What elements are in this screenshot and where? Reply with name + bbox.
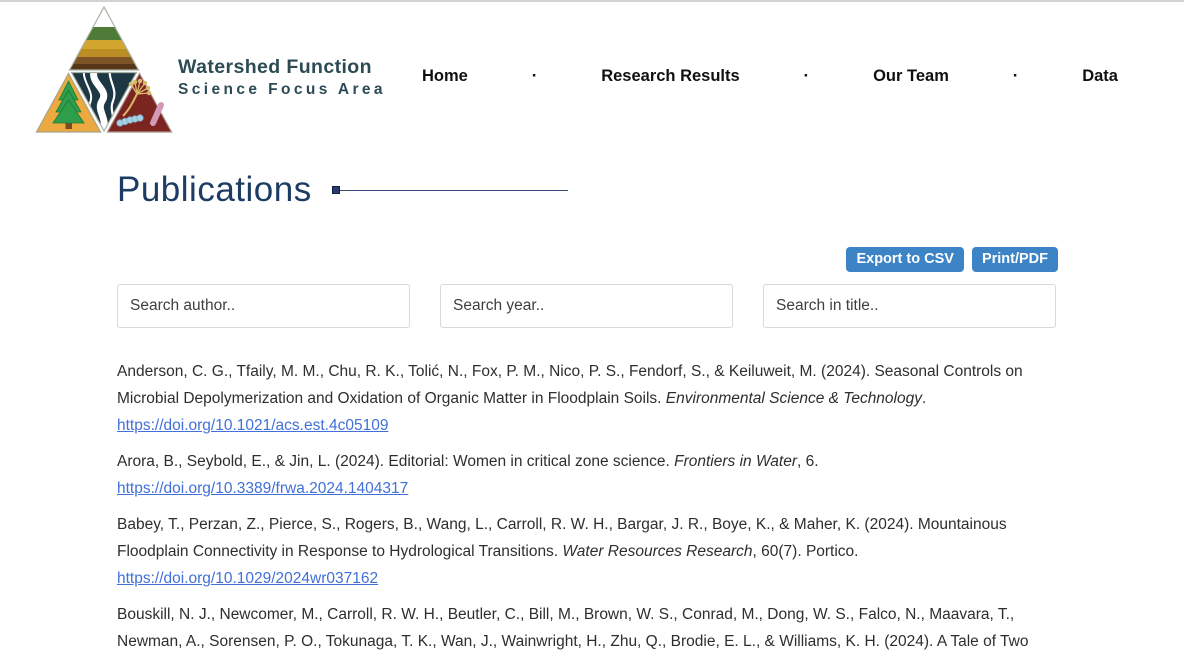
citation-after: , 6. xyxy=(797,453,819,470)
main-content xyxy=(117,2,1063,664)
citation-text xyxy=(117,516,1007,560)
export-csv-button[interactable]: Export to CSV xyxy=(846,247,963,272)
journal-name: Water Resources Research xyxy=(562,543,753,560)
doi-link[interactable]: https://doi.org/10.1021/acs.est.4c05109 xyxy=(117,417,389,434)
citation-before: Bouskill, N. J., Newcomer, M., Carroll, R. W. H., Beutler, C., Bill, M., Brown, W. S., Conrad, M., Dong, W. S., Falco, N., Maavara, T., Newman, A., Sorensen, P. O., Tokunaga, T. K., Wan, J., Wainwright, H., Zhu, Q., Brodie, E. L., & Williams, K. H. (2024). A Tale of Two xyxy=(117,606,1029,650)
search-author-input[interactable] xyxy=(117,284,410,328)
search-year-input[interactable] xyxy=(440,284,733,328)
nav-item-our-team[interactable]: Our Team xyxy=(873,66,949,85)
citation-text xyxy=(117,453,819,470)
nav-separator-dot: · xyxy=(531,66,538,85)
nav-item-home[interactable]: Home xyxy=(422,66,468,85)
publication-entry xyxy=(117,601,1063,655)
brand-title-line1: Watershed Function xyxy=(178,56,372,78)
print-pdf-button[interactable]: Print/PDF xyxy=(972,247,1058,272)
citation-text xyxy=(117,363,1023,407)
page-title-row xyxy=(117,170,1063,210)
nav-item-data[interactable]: Data xyxy=(1082,66,1118,85)
citation-after: , 60(7). Portico. xyxy=(752,543,859,560)
publication-entry xyxy=(117,511,1063,592)
nav-item-research-results[interactable]: Research Results xyxy=(601,66,740,85)
citation-before: Arora, B., Seybold, E., & Jin, L. (2024). Editorial: Women in critical zone science. xyxy=(117,453,675,470)
title-bullet-decoration xyxy=(332,186,340,194)
page-title: Publications xyxy=(117,170,312,209)
nav-separator-dot: · xyxy=(803,66,810,85)
journal-name: Environmental Science & Technology xyxy=(665,390,922,407)
citation-before: Anderson, C. G., Tfaily, M. M., Chu, R. K., Tolić, N., Fox, P. M., Nico, P. S., Fendorf, S., & Keiluweit, M. (2024). Seasonal Controls on Microbial Depolymerization and Oxidation of Organic Matter in Floodplain Soils. xyxy=(117,363,1023,407)
nav-separator-dot: · xyxy=(1012,66,1019,85)
publications-list xyxy=(117,358,1063,655)
citation-text xyxy=(117,606,1028,650)
publication-entry xyxy=(117,358,1063,439)
citation-before: Babey, T., Perzan, Z., Pierce, S., Rogers, B., Wang, L., Carroll, R. W. H., Bargar, J. R., Boye, K., & Maher, K. (2024). Mountainous Floodplain Connectivity in Response to Hydrological Transitions. xyxy=(117,516,1007,560)
search-title-input[interactable] xyxy=(763,284,1056,328)
doi-link[interactable]: https://doi.org/10.3389/frwa.2024.1404317 xyxy=(117,480,409,497)
search-filters-row xyxy=(117,284,1063,328)
toolbar xyxy=(117,247,1058,272)
journal-name: Frontiers in Water xyxy=(674,453,797,470)
citation-after: . xyxy=(922,390,927,407)
doi-link[interactable]: https://doi.org/10.1029/2024wr037162 xyxy=(117,570,379,587)
title-rule-line xyxy=(340,190,568,191)
brand-title-line2: Science Focus Area xyxy=(178,81,386,98)
publication-entry xyxy=(117,448,1063,502)
